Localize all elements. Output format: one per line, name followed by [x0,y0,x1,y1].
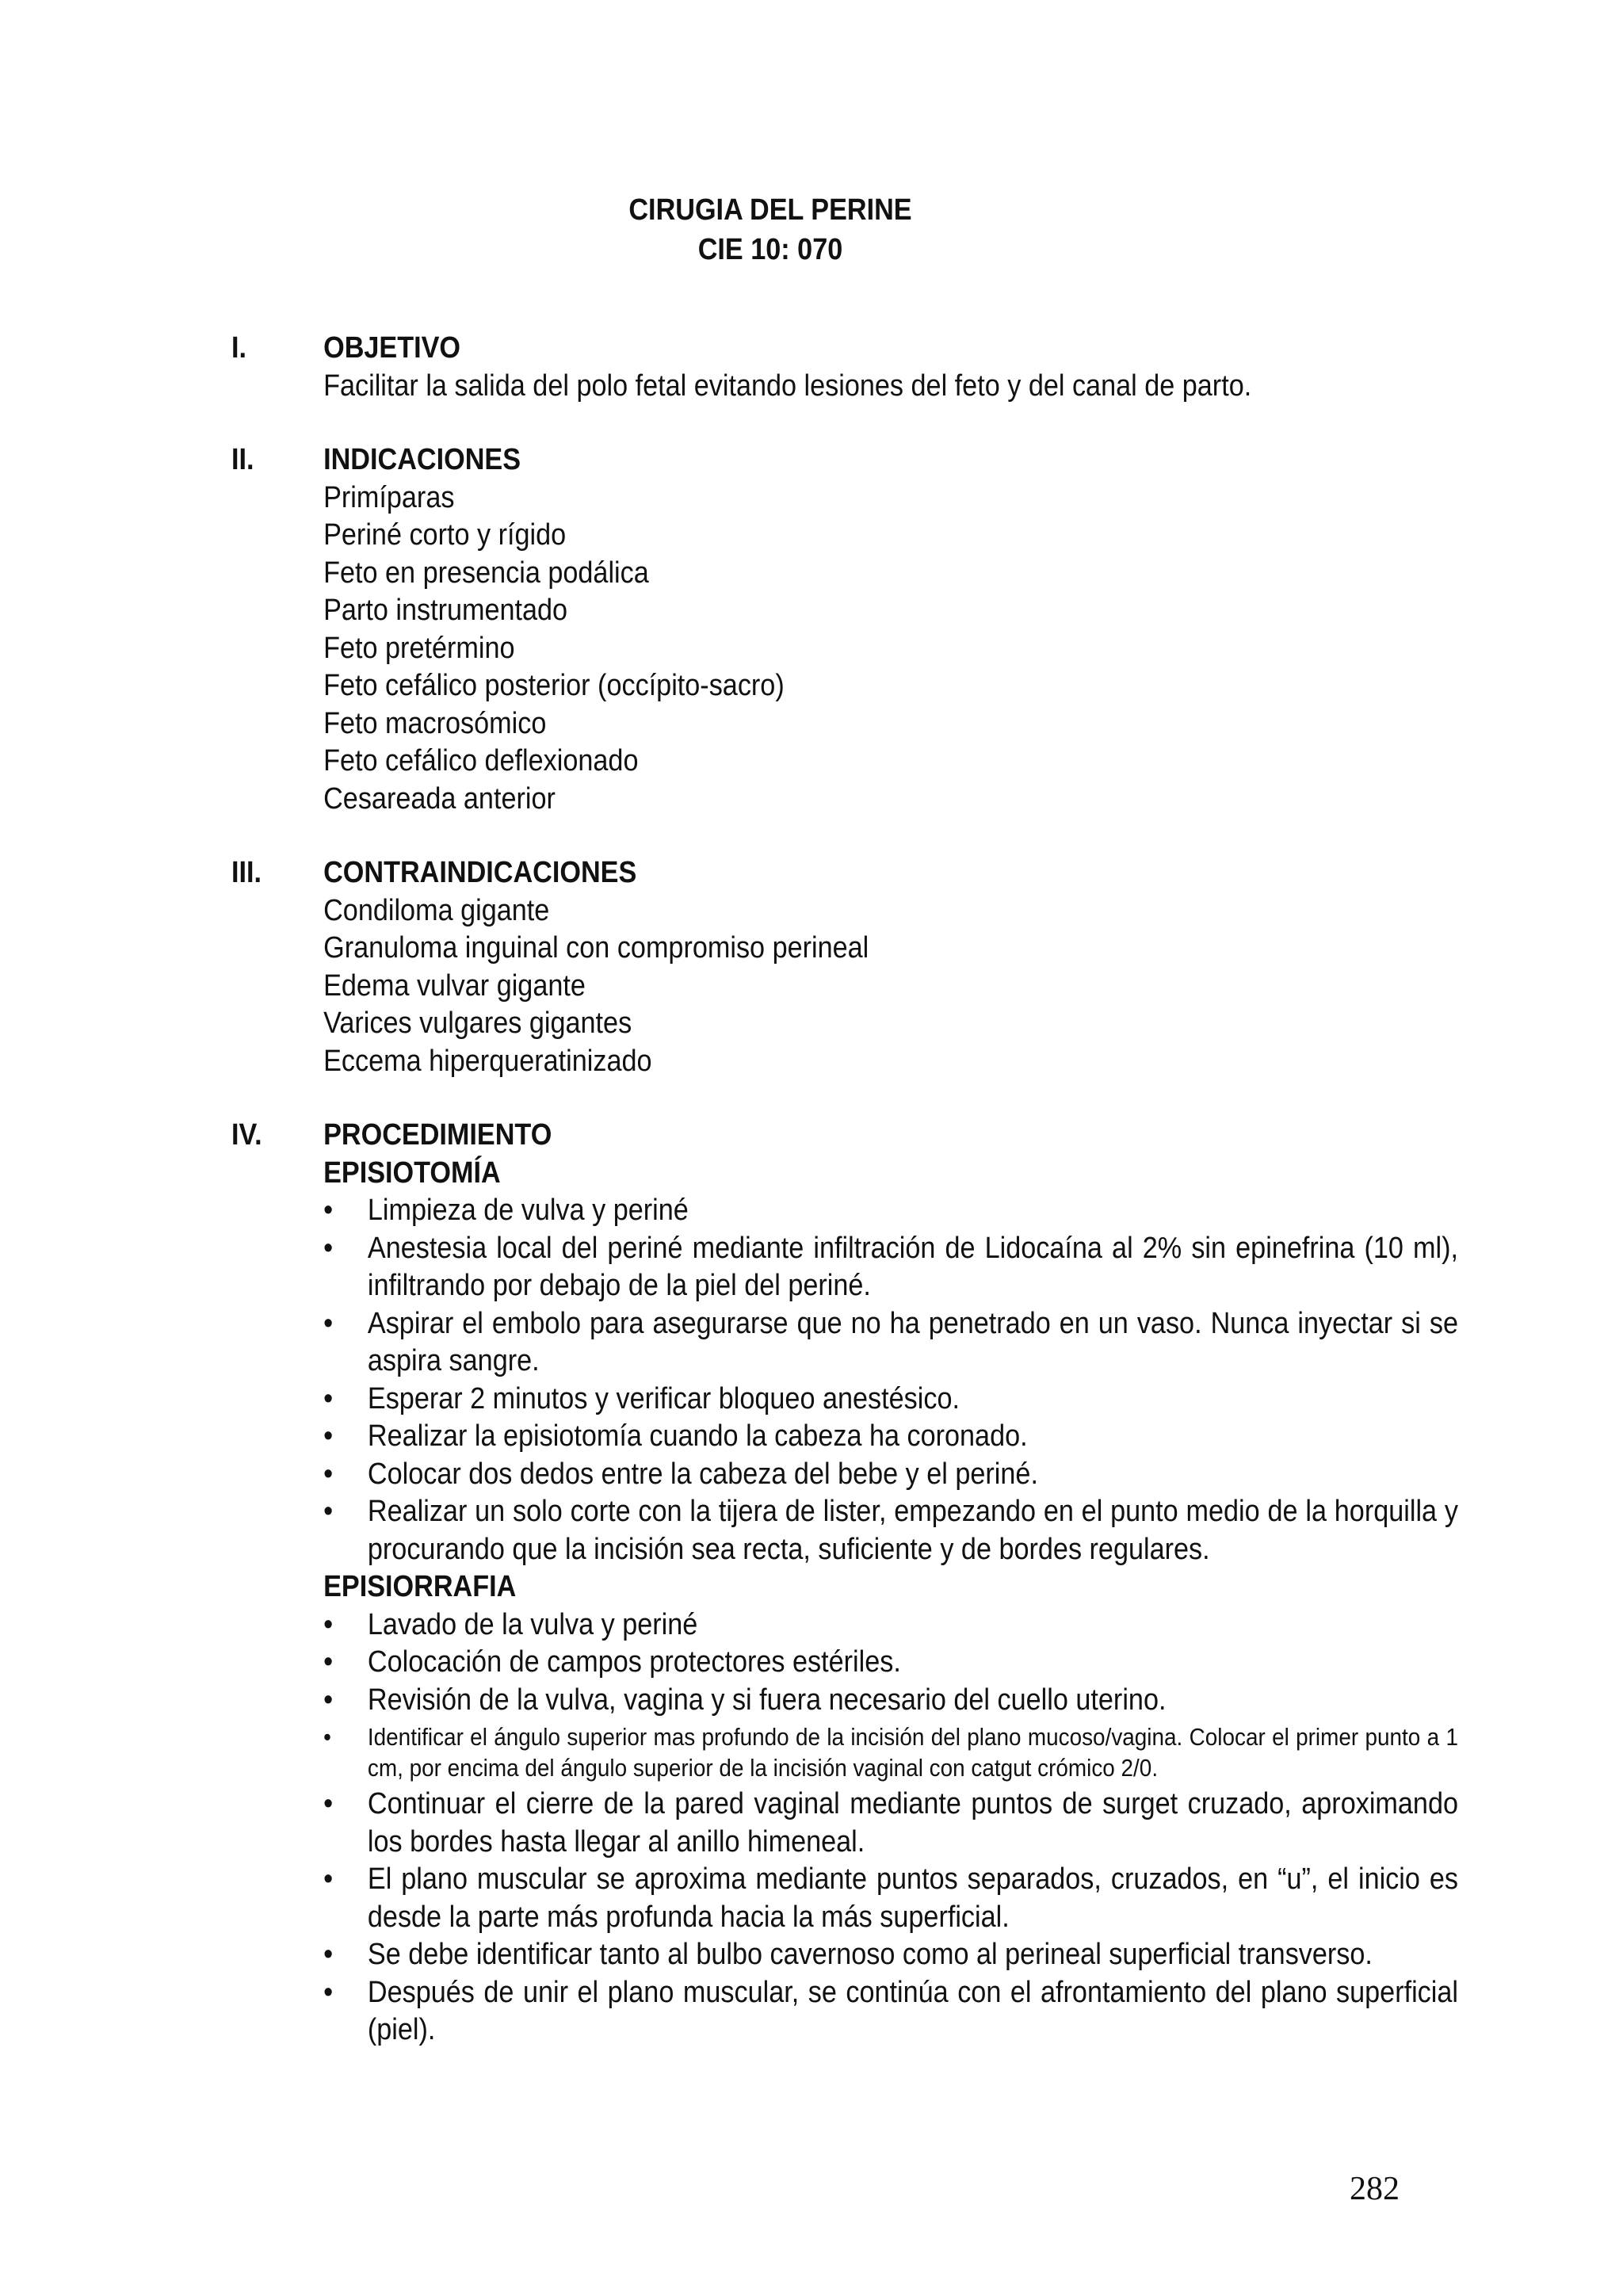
bullet-text: Anestesia local del periné mediante infiltración de Lidocaína al 2% sin epinefrina (10 ml), infiltrando por debajo de la piel del periné. [367,1231,1458,1302]
bullet-icon: • [323,1787,334,1820]
bullet-text: Esperar 2 minutos y verificar bloqueo anestésico. [367,1381,960,1415]
list-item: Feto macrosómico [323,706,547,740]
section-title: PROCEDIMIENTO [323,1118,552,1152]
bullet-item [323,1786,1458,1861]
bullet-text: Realizar un solo corte con la tijera de lister, empezando en el punto medio de la horquilla y procurando que la incisión sea recta, suficiente y de bordes regulares. [367,1495,1458,1566]
list-item: Feto cefálico deflexionado [323,744,639,777]
bullet-item [323,1456,1458,1494]
list-item: Condiloma gigante [323,893,550,927]
section-numeral: II. [231,443,254,476]
bullet-item [323,1493,1458,1568]
list-item: Cesareada anterior [323,781,556,816]
list-item: Granuloma inguinal con compromiso perineal [323,931,869,965]
section-numeral: IV. [231,1118,262,1152]
bullet-item [323,1418,1458,1456]
bullet-icon: • [323,1381,334,1415]
section-title: INDICACIONES [323,443,521,476]
bullet-icon: • [323,1645,334,1679]
bullet-text: Continuar el cierre de la pared vaginal mediante puntos de surget cruzado, aproximando los bordes hasta llegar al anillo himeneal. [367,1787,1458,1859]
bullet-icon: • [323,1938,334,1971]
bullet-icon: • [323,1495,334,1528]
document-code: CIE 10: 070 [697,233,843,266]
bullet-item [323,1606,1458,1645]
bullet-icon: • [323,1457,334,1491]
list-item: Feto pretérmino [323,631,515,665]
bullet-text: Colocar dos dedos entre la cabeza del bebe y el periné. [367,1457,1038,1491]
section-objetivo [231,330,1458,405]
subsection-title-episiotomia: EPISIOTOMÍA [323,1156,501,1190]
bullet-text: Limpieza de vulva y periné [367,1194,689,1227]
bullet-icon: • [323,1607,334,1641]
bullet-item [323,1936,1458,1974]
bullet-text: El plano muscular se aproxima mediante puntos separados, cruzados, en “u”, el inicio es desde la parte más profunda hacia la más superficial. [367,1862,1458,1934]
bullet-item [323,1644,1458,1682]
bullet-list-episiotomia [323,1192,1458,1568]
section-procedimiento [231,1117,1458,2050]
bullet-item [323,1721,1458,1783]
list-item: Feto cefálico posterior (occípito-sacro) [323,669,785,702]
bullet-list-episiorrafia [323,1606,1458,2050]
section-numeral: III. [231,856,262,889]
list-item: Varices vulgares gigantes [323,1007,632,1040]
bullet-text: Aspirar el embolo para asegurarse que no ha penetrado en un vaso. Nunca inyectar si se aspira sangre. [367,1306,1458,1377]
section-title: CONTRAINDICACIONES [323,856,637,889]
bullet-text: Colocación de campos protectores estériles. [367,1645,901,1679]
list-item: Primíparas [323,480,455,514]
bullet-icon: • [323,1306,334,1340]
bullet-text: Revisión de la vulva, vagina y si fuera necesario del cuello uterino. [367,1683,1167,1717]
list-item: Periné corto y rígido [323,518,567,552]
section-line: Facilitar la salida del polo fetal evitando lesiones del feto y del canal de parto. [323,369,1252,403]
bullet-text: Realizar la episiotomía cuando la cabeza ha coronado. [367,1419,1028,1453]
bullet-item [323,1305,1458,1381]
bullet-item [323,1682,1458,1720]
section-contraindicaciones [231,854,1458,1080]
bullet-icon: • [323,1194,334,1227]
section-title: OBJETIVO [323,331,461,365]
list-item: Feto en presencia podálica [323,556,649,590]
bullet-text: Identificar el ángulo superior mas profundo de la incisión del plano mucoso/vagina. Colocar el primer punto a 1 cm, por encima del ángulo superior de la incisión vaginal con catgut crómico 2/0. [367,1723,1458,1782]
bullet-text: Lavado de la vulva y periné [367,1607,698,1641]
list-item: Parto instrumentado [323,594,568,627]
page-number: 282 [1350,2171,1400,2207]
subsection-title-episiorrafia: EPISIORRAFIA [323,1570,517,1603]
document-body [231,330,1458,2086]
document-header [0,190,1541,269]
list-item: Edema vulvar gigante [323,968,586,1003]
bullet-icon: • [323,1975,334,2009]
bullet-text: Se debe identificar tanto al bulbo cavernoso como al perineal superficial transverso. [367,1938,1373,1971]
bullet-icon: • [323,1683,334,1717]
bullet-item [323,1230,1458,1305]
document-title: CIRUGIA DEL PERINE [628,193,912,227]
section-indicaciones [231,441,1458,818]
list-item: Eccema hiperqueratinizado [323,1044,652,1078]
bullet-item [323,1381,1458,1419]
bullet-icon: • [323,1231,334,1265]
bullet-item [323,1974,1458,2050]
bullet-item [323,1192,1458,1230]
bullet-icon: • [323,1723,331,1751]
bullet-item [323,1861,1458,1936]
bullet-icon: • [323,1862,334,1896]
bullet-icon: • [323,1419,334,1453]
section-numeral: I. [231,331,247,365]
bullet-text: Después de unir el plano muscular, se continúa con el afrontamiento del plano superficial (piel). [367,1975,1458,2046]
